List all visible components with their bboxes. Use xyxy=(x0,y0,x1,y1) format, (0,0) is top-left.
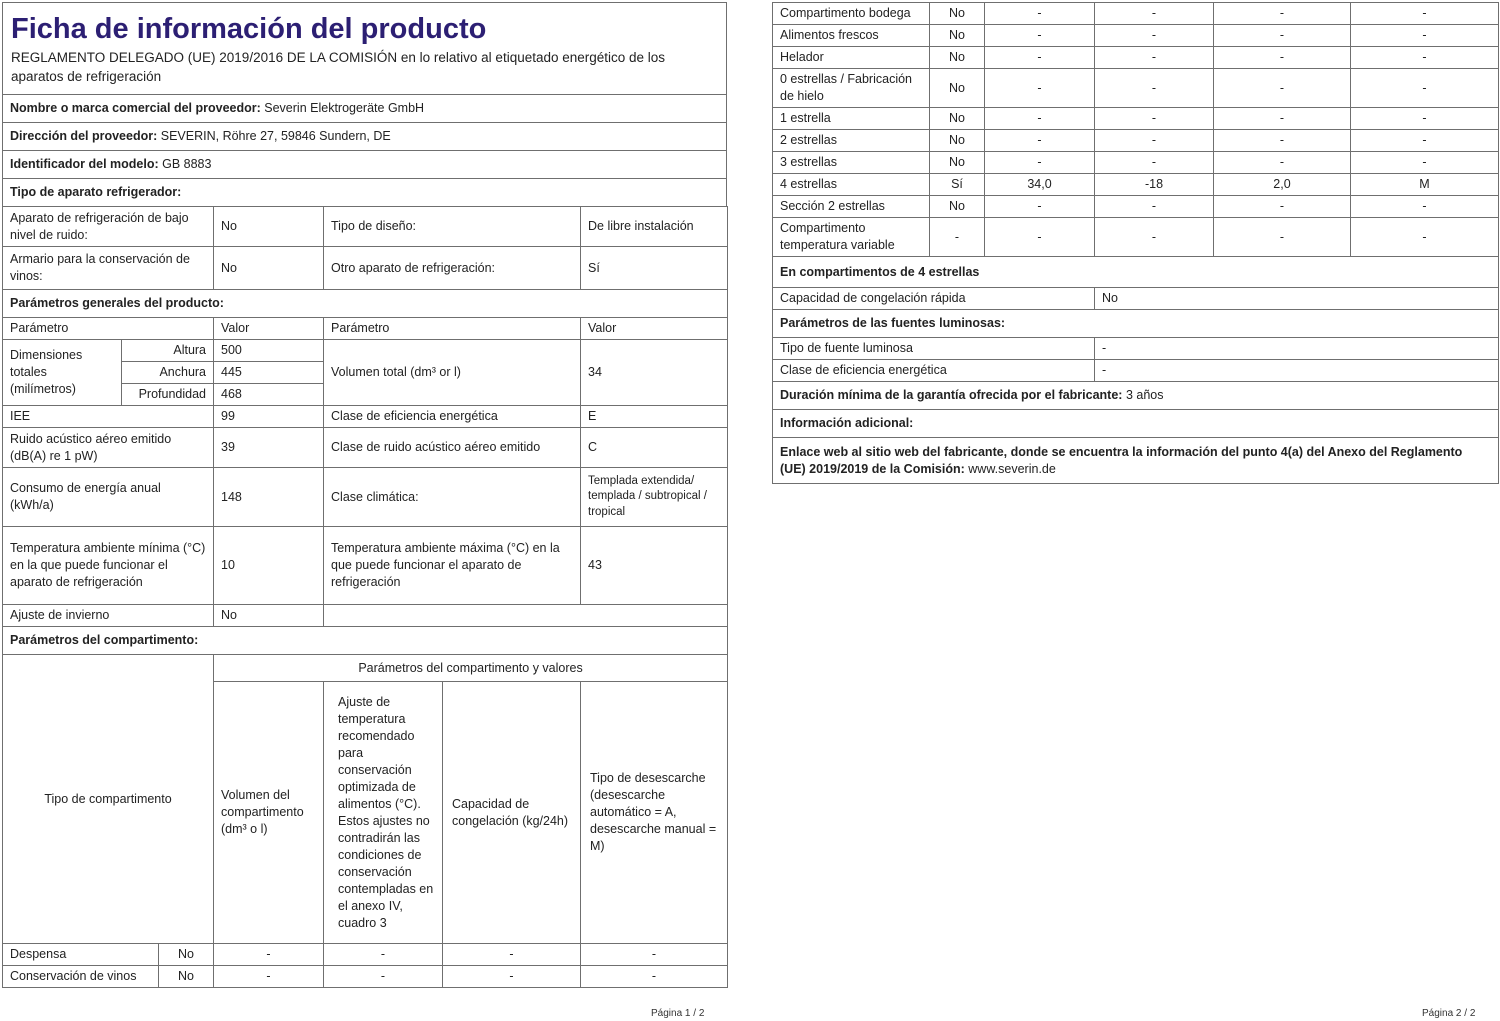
noise-class-value: C xyxy=(581,428,728,468)
additional-heading: Información adicional: xyxy=(773,410,1499,438)
warranty-row xyxy=(773,382,1499,410)
compartment-volume: - xyxy=(214,944,324,966)
compartment-row xyxy=(773,152,1499,174)
compartment-defrost: - xyxy=(581,944,728,966)
page-title: Ficha de información del producto xyxy=(11,12,487,45)
compartment-temp: - xyxy=(1095,196,1214,218)
warranty-value: 3 años xyxy=(1125,388,1164,402)
compartment-temp: -18 xyxy=(1095,174,1214,196)
compartment-name: 2 estrellas xyxy=(773,130,930,152)
compartment-volume: 34,0 xyxy=(985,174,1095,196)
design-value: De libre instalación xyxy=(581,207,728,247)
compartment-defrost: - xyxy=(1351,218,1499,257)
compartment-present: No xyxy=(930,108,985,130)
comp-volume-header: Volumen del compartimento (dm³ o l) xyxy=(214,682,324,944)
compartment-name: Sección 2 estrellas xyxy=(773,196,930,218)
web-label: Enlace web al sitio web del fabricante, donde se encuentra la información del punto 4(a) del Anexo del Reglamento (UE) 2019/2019 de la Comisión: xyxy=(780,444,1463,476)
compartment-name: 3 estrellas xyxy=(773,152,930,174)
height-value: 500 xyxy=(214,340,324,362)
compartment-defrost: M xyxy=(1351,174,1499,196)
compartment-freeze: - xyxy=(1214,25,1351,47)
web-row xyxy=(773,438,1499,484)
compartment-freeze: - xyxy=(1214,218,1351,257)
winter-value: No xyxy=(214,605,324,627)
regulation-text: REGLAMENTO DELEGADO (UE) 2019/2016 DE LA COMISIÓN en lo relativo al etiquetado energético de los aparatos de refrigeración xyxy=(11,49,666,84)
compartment-defrost: - xyxy=(1351,25,1499,47)
four-star-heading: En compartimentos de 4 estrellas xyxy=(773,257,1499,288)
compartment-volume: - xyxy=(985,130,1095,152)
compartment-temp: - xyxy=(1095,3,1214,25)
page-number-2: Página 2 / 2 xyxy=(1422,1008,1476,1019)
model-row xyxy=(3,151,727,179)
type-heading: Tipo de aparato refrigerador: xyxy=(3,179,727,207)
noise-label: Ruido acústico aéreo emitido (dB(A) re 1 pW) xyxy=(3,428,214,468)
col-value-header: Valor xyxy=(214,318,324,340)
compartment-heading: Parámetros del compartimento: xyxy=(3,627,728,655)
warranty-label: Duración mínima de la garantía ofrecida por el fabricante: xyxy=(780,388,1123,402)
climate-label: Clase climática: xyxy=(324,468,581,527)
compartment-row xyxy=(773,25,1499,47)
wine-cabinet-label: Armario para la conservación de vinos: xyxy=(3,247,214,290)
compartment-present: Sí xyxy=(930,174,985,196)
light-type-label: Tipo de fuente luminosa xyxy=(773,338,1095,360)
compartment-row xyxy=(773,130,1499,152)
compartment-defrost: - xyxy=(1351,47,1499,69)
compartment-temp: - xyxy=(1095,130,1214,152)
model-label: Identificador del modelo: xyxy=(10,157,159,171)
compartment-present: No xyxy=(930,196,985,218)
compartment-volume: - xyxy=(985,152,1095,174)
web-link[interactable]: www.severin.de xyxy=(968,461,1056,476)
min-temp-label: Temperatura ambiente mínima (°C) en la que puede funcionar el aparato de refrigeración xyxy=(3,527,214,605)
compartment-freeze: - xyxy=(1214,130,1351,152)
compartment-temp: - xyxy=(1095,108,1214,130)
width-value: 445 xyxy=(214,362,324,384)
compartment-freeze: - xyxy=(443,944,581,966)
compartment-volume: - xyxy=(985,108,1095,130)
compartment-freeze: - xyxy=(1214,47,1351,69)
compartment-freeze: - xyxy=(1214,108,1351,130)
fast-freeze-value: No xyxy=(1095,288,1499,310)
depth-label: Profundidad xyxy=(122,384,214,406)
other-value: Sí xyxy=(581,247,728,290)
noise-value: 39 xyxy=(214,428,324,468)
iee-label: IEE xyxy=(3,406,214,428)
compartment-temp: - xyxy=(1095,25,1214,47)
compartment-defrost: - xyxy=(1351,3,1499,25)
compartment-defrost: - xyxy=(1351,130,1499,152)
extra-table xyxy=(772,256,1499,484)
comp-temp-header: Ajuste de temperatura recomendado para conservación optimizada de alimentos (°C). Estos ajustes no contradirán las condiciones de conservación contempladas en el anexo IV, cuadro 3 xyxy=(324,682,443,944)
compartment-name: Despensa xyxy=(3,944,159,966)
col-value-header-2: Valor xyxy=(581,318,728,340)
compartment-name: Alimentos frescos xyxy=(773,25,930,47)
compartment-present: No xyxy=(930,47,985,69)
compartment-name: 4 estrellas xyxy=(773,174,930,196)
compartment-defrost: - xyxy=(1351,108,1499,130)
supplier-value: Severin Elektrogeräte GmbH xyxy=(264,101,425,115)
compartment-row xyxy=(773,196,1499,218)
compartment-present: No xyxy=(930,69,985,108)
compartment-present: No xyxy=(930,3,985,25)
compartment-temp: - xyxy=(1095,47,1214,69)
compartment-row xyxy=(773,174,1499,196)
wine-cabinet-value: No xyxy=(214,247,324,290)
compartment-row xyxy=(3,966,728,988)
supplier-label: Nombre o marca comercial del proveedor: xyxy=(10,101,261,115)
compartment-temp: - xyxy=(1095,69,1214,108)
compartment-temp: - xyxy=(1095,218,1214,257)
compartment-freeze: - xyxy=(1214,196,1351,218)
energy-class-label: Clase de eficiencia energética xyxy=(324,406,581,428)
model-value: GB 8883 xyxy=(162,157,212,171)
compartment-name: Helador xyxy=(773,47,930,69)
other-label: Otro aparato de refrigeración: xyxy=(324,247,581,290)
compartment-freeze: 2,0 xyxy=(1214,174,1351,196)
light-class-value: - xyxy=(1095,360,1499,382)
compartment-present: - xyxy=(930,218,985,257)
compartment-name: Conservación de vinos xyxy=(3,966,159,988)
comp-defrost-header: Tipo de desescarche (desescarche automático = A, desescarche manual = M) xyxy=(581,682,728,944)
compartment-defrost: - xyxy=(1351,152,1499,174)
compartment-volume: - xyxy=(985,25,1095,47)
page-1 xyxy=(2,2,727,988)
compartment-volume: - xyxy=(985,69,1095,108)
climate-value: Templada extendida/ templada / subtropical / tropical xyxy=(581,468,728,527)
compartment-temp: - xyxy=(1095,152,1214,174)
noise-class-label: Clase de ruido acústico aéreo emitido xyxy=(324,428,581,468)
comp-type-header: Tipo de compartimento xyxy=(3,655,214,944)
compartment-temp: - xyxy=(324,944,443,966)
header-table xyxy=(2,2,727,207)
compartment-table-continued xyxy=(772,2,1499,257)
compartment-volume: - xyxy=(214,966,324,988)
light-heading: Parámetros de las fuentes luminosas: xyxy=(773,310,1499,338)
design-label: Tipo de diseño: xyxy=(324,207,581,247)
compartment-name: 1 estrella xyxy=(773,108,930,130)
compartment-volume: - xyxy=(985,3,1095,25)
iee-value: 99 xyxy=(214,406,324,428)
low-noise-label: Aparato de refrigeración de bajo nivel de ruido: xyxy=(3,207,214,247)
general-heading: Parámetros generales del producto: xyxy=(3,290,728,318)
compartment-volume: - xyxy=(985,218,1095,257)
compartment-present: No xyxy=(930,152,985,174)
width-label: Anchura xyxy=(122,362,214,384)
page-number-1: Página 1 / 2 xyxy=(651,1008,705,1019)
compartment-defrost: - xyxy=(581,966,728,988)
col-param-header: Parámetro xyxy=(3,318,214,340)
compartment-name: 0 estrellas / Fabricación de hielo xyxy=(773,69,930,108)
compartment-row xyxy=(773,47,1499,69)
winter-label: Ajuste de invierno xyxy=(3,605,214,627)
compartment-defrost: - xyxy=(1351,196,1499,218)
compartment-freeze: - xyxy=(1214,69,1351,108)
compartment-row xyxy=(3,944,728,966)
compartment-freeze: - xyxy=(1214,152,1351,174)
compartment-volume: - xyxy=(985,196,1095,218)
height-label: Altura xyxy=(122,340,214,362)
supplier-row xyxy=(3,95,727,123)
volume-label: Volumen total (dm³ or l) xyxy=(324,340,581,406)
compartment-row xyxy=(773,69,1499,108)
address-value: SEVERIN, Röhre 27, 59846 Sundern, DE xyxy=(160,129,391,143)
compartment-volume: - xyxy=(985,47,1095,69)
volume-value: 34 xyxy=(581,340,728,406)
col-param-header-2: Parámetro xyxy=(324,318,581,340)
light-class-label: Clase de eficiencia energética xyxy=(773,360,1095,382)
max-temp-label: Temperatura ambiente máxima (°C) en la que puede funcionar el aparato de refrigeración xyxy=(324,527,581,605)
compartment-name: Compartimento bodega xyxy=(773,3,930,25)
compartment-rows xyxy=(3,944,728,988)
depth-value: 468 xyxy=(214,384,324,406)
compartment-defrost: - xyxy=(1351,69,1499,108)
comp-freeze-header: Capacidad de congelación (kg/24h) xyxy=(443,682,581,944)
compartment-row xyxy=(773,108,1499,130)
min-temp-value: 10 xyxy=(214,527,324,605)
compartment-freeze: - xyxy=(443,966,581,988)
address-label: Dirección del proveedor: xyxy=(10,129,158,143)
compartment-row xyxy=(773,3,1499,25)
params-table xyxy=(2,206,728,655)
address-row xyxy=(3,123,727,151)
compartment-present: No xyxy=(159,944,214,966)
compartment-freeze: - xyxy=(1214,3,1351,25)
page-2 xyxy=(772,2,1498,484)
energy-class-value: E xyxy=(581,406,728,428)
compartment-name: Compartimento temperatura variable xyxy=(773,218,930,257)
compartment-present: No xyxy=(930,130,985,152)
annual-value: 148 xyxy=(214,468,324,527)
compartment-row xyxy=(773,218,1499,257)
low-noise-value: No xyxy=(214,207,324,247)
max-temp-value: 43 xyxy=(581,527,728,605)
compartment-table xyxy=(2,654,728,988)
comp-params-header: Parámetros del compartimento y valores xyxy=(214,655,728,682)
compartment-temp: - xyxy=(324,966,443,988)
compartment-present: No xyxy=(930,25,985,47)
winter-empty xyxy=(324,605,728,627)
annual-label: Consumo de energía anual (kWh/a) xyxy=(3,468,214,527)
compartment-present: No xyxy=(159,966,214,988)
compartment-rows-continued xyxy=(773,3,1499,257)
dims-label: Dimensiones totales (milímetros) xyxy=(3,340,122,406)
fast-freeze-label: Capacidad de congelación rápida xyxy=(773,288,1095,310)
light-type-value: - xyxy=(1095,338,1499,360)
